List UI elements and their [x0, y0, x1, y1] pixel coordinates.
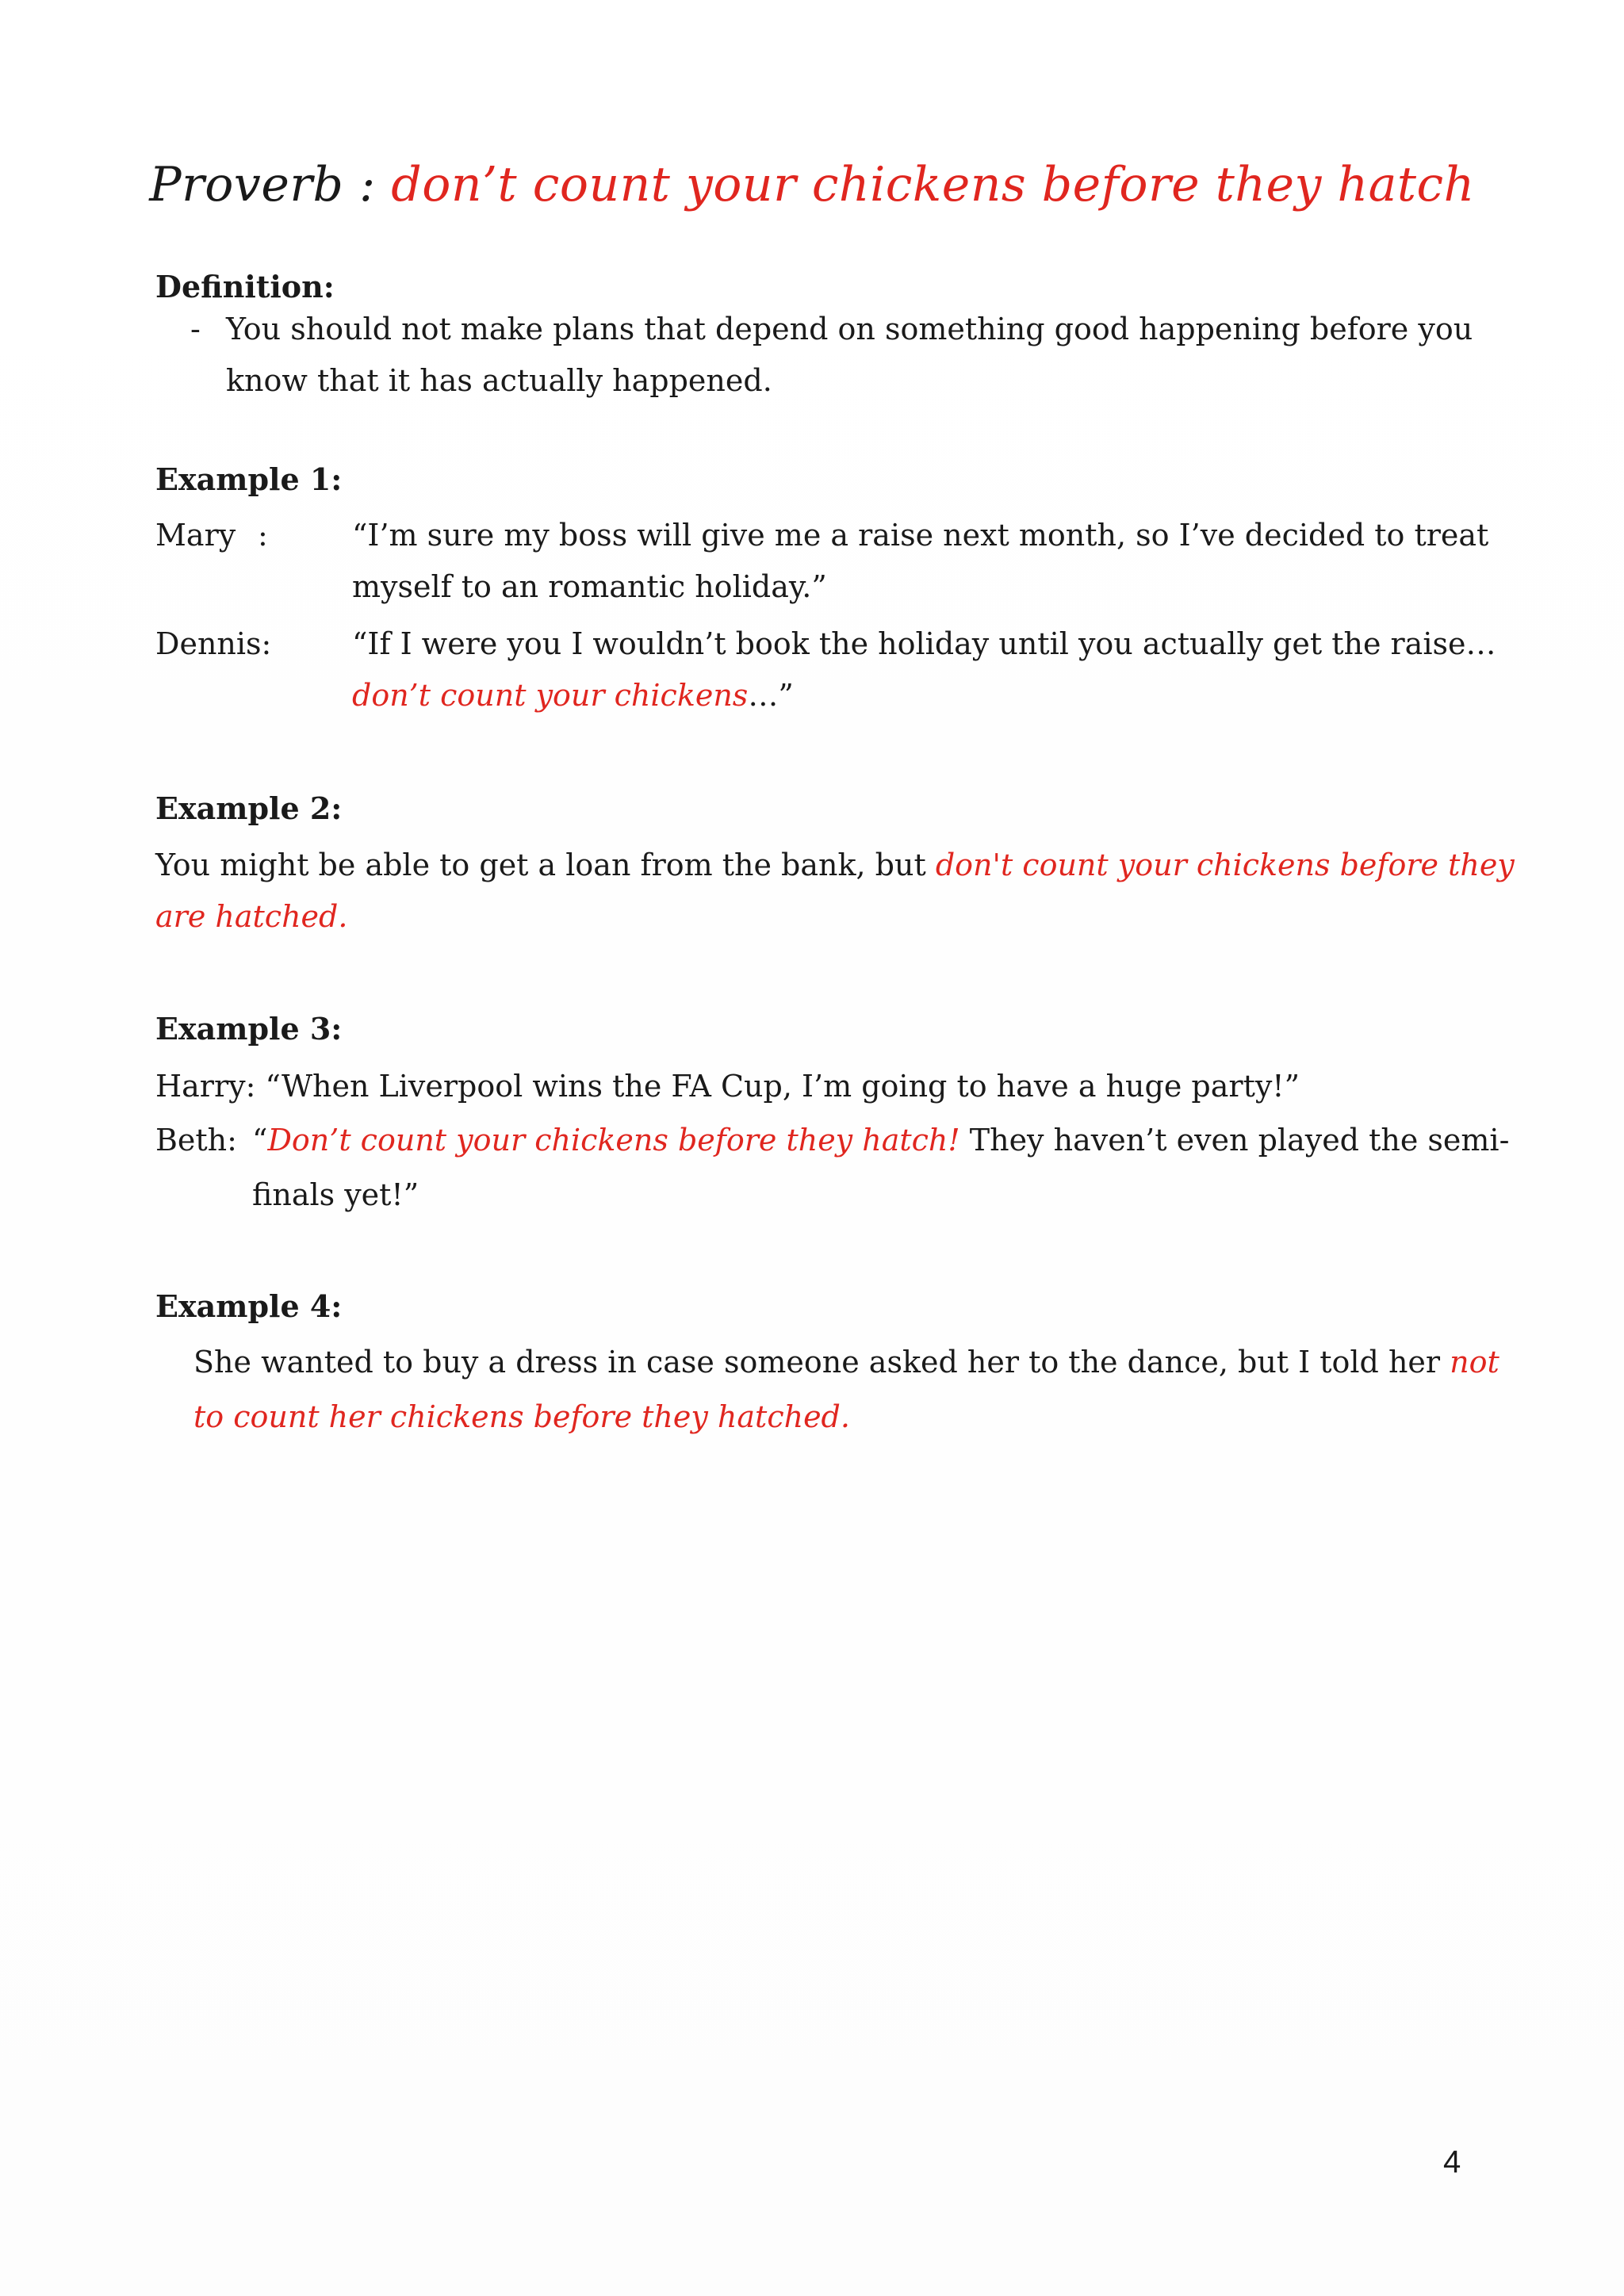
example-2-line-1-plain: You might be able to get a loan from the bank, but	[155, 848, 936, 882]
definition-line-2: know that it has actually happened.	[226, 363, 772, 398]
example-1-dennis-line-1: “If I were you I wouldn’t book the holiday until you actually get the raise…	[352, 626, 1496, 661]
example-3-beth-line-2: finals yet!”	[252, 1177, 419, 1212]
example-4-line-1	[193, 1342, 1500, 1382]
example-3-quote-open: “	[252, 1123, 268, 1158]
example-3-proverb-highlight: Don’t count your chickens before they hatch!	[267, 1123, 960, 1158]
definition-bullet: -	[190, 312, 201, 346]
example-1-speaker-mary-colon: :	[258, 518, 268, 553]
example-4-line-2: to count her chickens before they hatched.	[193, 1399, 850, 1434]
definition-line-1: You should not make plans that depend on something good happening before you	[226, 312, 1473, 346]
title-proverb: don’t count your chickens before they hatch	[391, 157, 1475, 212]
example-1-dennis-line-2-tail: …”	[748, 678, 794, 713]
example-4-heading: Example 4:	[155, 1288, 343, 1324]
page-title	[0, 155, 1624, 215]
example-3-speaker-beth: Beth:	[155, 1123, 237, 1158]
example-4-line-1-plain: She wanted to buy a dress in case someone asked her to the dance, but I told her	[193, 1345, 1450, 1380]
page-number: 4	[1443, 2145, 1461, 2179]
example-3-beth-line-1-tail: They haven’t even played the semi-	[959, 1123, 1510, 1158]
example-4-highlight-start: not	[1450, 1345, 1500, 1380]
example-3-harry-line: Harry: “When Liverpool wins the FA Cup, I’m going to have a huge party!”	[155, 1069, 1300, 1104]
example-1-mary-line-2: myself to an romantic holiday.”	[352, 569, 827, 604]
example-2-heading: Example 2:	[155, 790, 343, 826]
example-1-heading: Example 1:	[155, 461, 343, 497]
example-1-mary-line-1: “I’m sure my boss will give me a raise next month, so I’ve decided to treat	[352, 518, 1489, 553]
example-1-speaker-dennis: Dennis:	[155, 626, 272, 661]
example-1-dennis-line-2	[352, 675, 794, 715]
example-3-beth-line-1	[252, 1120, 1509, 1160]
example-2-line-1	[155, 845, 1515, 885]
example-1-proverb-highlight: don’t count your chickens	[352, 678, 749, 713]
definition-heading: Definition:	[155, 269, 335, 304]
example-1-speaker-mary: Mary	[155, 518, 236, 553]
title-prefix: Proverb :	[149, 157, 392, 212]
example-2-proverb-highlight: don't count your chickens before they	[935, 848, 1515, 882]
example-2-line-2: are hatched.	[155, 899, 348, 934]
example-3-heading: Example 3:	[155, 1011, 343, 1047]
